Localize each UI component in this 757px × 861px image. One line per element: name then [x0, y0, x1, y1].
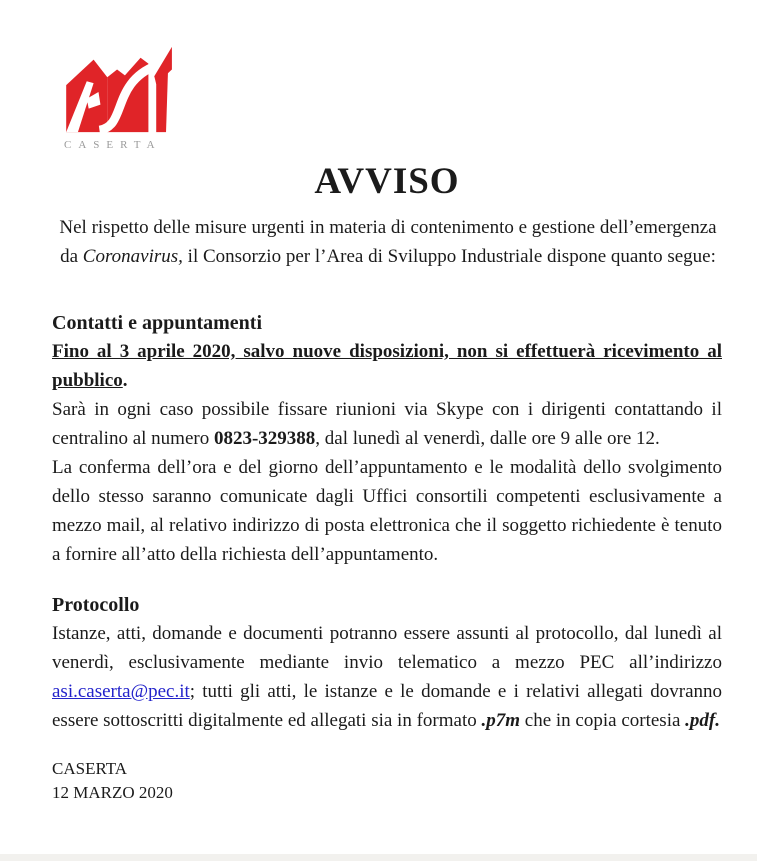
email-link[interactable]: asi.caserta@pec.it — [52, 681, 190, 702]
intro-paragraph — [52, 213, 724, 271]
asi-logo-icon — [60, 44, 182, 136]
text-segment: che in copia cortesia — [520, 710, 686, 731]
text-segment: . — [122, 370, 128, 391]
text-segment: La conferma dell’ora e del giorno dell’appuntamento e le modalità dello svolgimento dello stesso saranno comunicate dagli Uffici consortili competenti esclusivamente a mezzo mail, al relativo indirizzo di posta elettronica che il soggetto richiedente è tenuto a fornire all’atto della richiesta dell’appuntamento. — [52, 457, 722, 565]
text-segment: 0823-329388 — [213, 428, 316, 449]
section-contatti — [52, 309, 722, 569]
document-title: AVVISO — [314, 161, 460, 202]
text-segment: ; tutti gli atti, le istanze e le domande e i relativi allegati dovranno essere sottoscritti digitalmente ed allegati sia in formato — [52, 681, 722, 731]
logo-caption: CASERTA — [64, 139, 162, 151]
document-footer — [52, 757, 722, 805]
footer-place: CASERTA — [52, 759, 128, 778]
text-segment: il Consorzio per l’Area di Sviluppo Industriale dispone quanto segue: — [182, 246, 716, 267]
text-segment: .p7m — [481, 710, 521, 731]
scan-edge-strip — [0, 854, 757, 861]
text-segment: Coronavirus, — [82, 246, 183, 267]
section-heading-protocollo: Protocollo — [52, 594, 140, 616]
paragraph-no-ricevimento — [52, 337, 722, 395]
text-segment: Sarà in ogni caso possibile fissare riunioni via Skype con i dirigenti contattando il centralino al numero — [52, 399, 722, 449]
text-segment: .pdf. — [685, 710, 720, 731]
text-segment: , dal lunedì al venerdì, dalle ore 9 alle ore 12. — [315, 428, 660, 449]
paragraph-protocollo-pec — [52, 619, 722, 735]
section-heading-contatti: Contatti e appuntamenti — [52, 312, 263, 334]
footer-date: 12 MARZO 2020 — [52, 783, 173, 802]
section-protocollo — [52, 591, 722, 735]
asi-logo — [60, 0, 190, 151]
text-segment: Istanze, atti, domande e documenti potranno essere assunti al protocollo, dal lunedì al venerdì, esclusivamente mediante invio telematico a mezzo PEC all’indirizzo — [52, 623, 722, 673]
text-segment: Fino al 3 aprile 2020, salvo nuove disposizioni, non si effettuerà ricevimento al pubblico — [52, 341, 722, 391]
paragraph-skype-centralino — [52, 395, 722, 453]
paragraph-conferma-appuntamento — [52, 453, 722, 569]
text-segment: Nel rispetto delle misure urgenti in materia di contenimento e gestione dell’emergenza da — [59, 217, 717, 267]
document-content — [0, 161, 757, 805]
